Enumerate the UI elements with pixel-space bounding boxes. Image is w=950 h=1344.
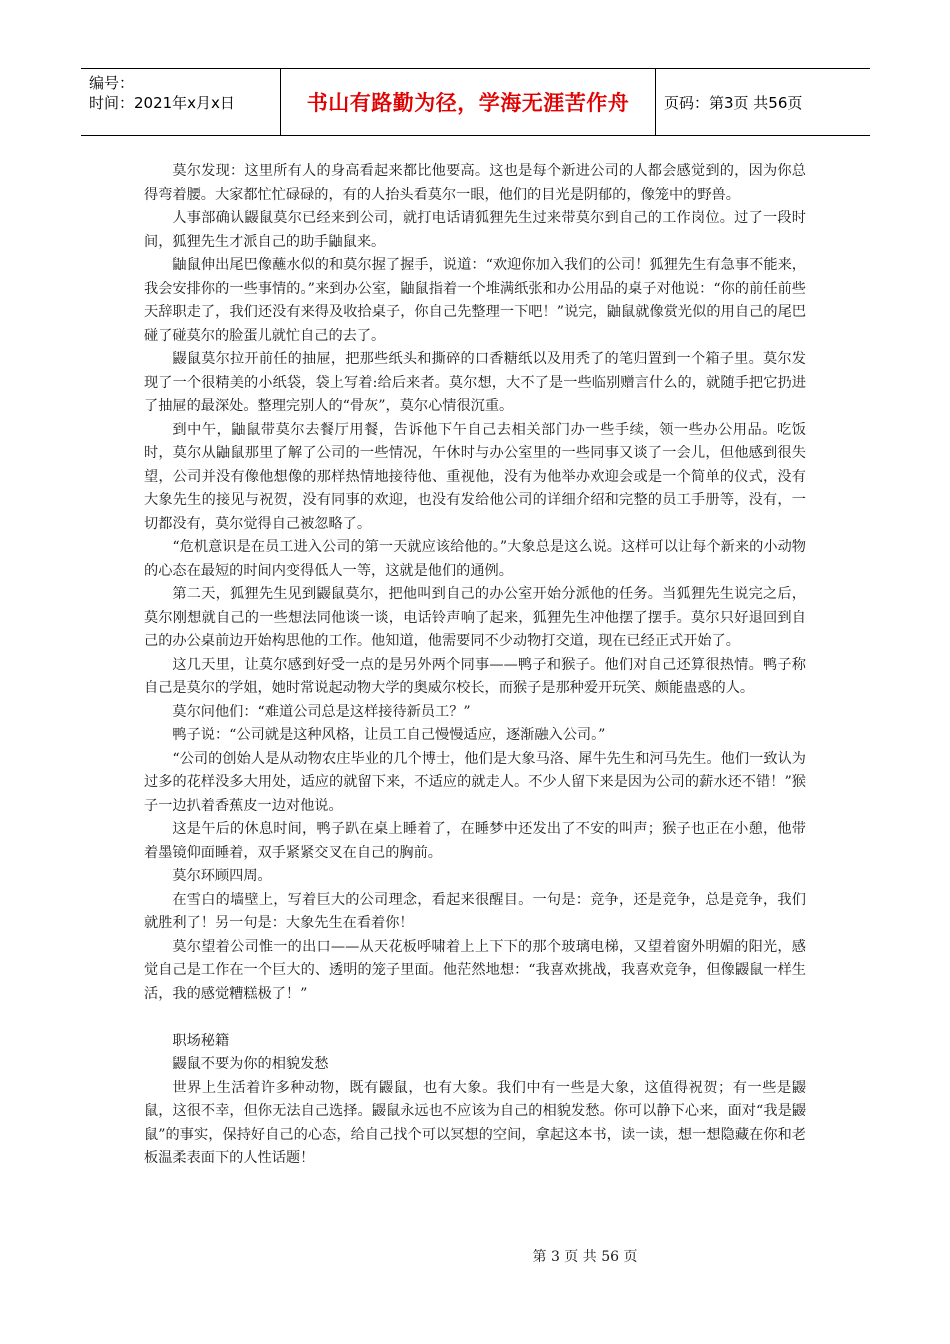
document-body — [144, 160, 806, 1171]
section-gap — [144, 1006, 806, 1030]
page-footer: 第 3 页 共 56 页 — [532, 1249, 638, 1265]
header-motto: 书山有路勤为径，学海无涯苦作舟 — [281, 69, 656, 135]
paragraph: 鼬鼠伸出尾巴像蘸水似的和莫尔握了握手，说道：“欢迎你加入我们的公司！狐狸先生有急事不能来，我会安排你的一些事情的。”来到办公室，鼬鼠指着一个堆满纸张和办公用品的桌子对他说：“你的前任前些天辞职走了，我们还没有来得及收拾桌子，你自己先整理一下吧！”说完，鼬鼠就像赏光似的用自己的尾巴碰了碰莫尔的脸蛋儿就忙自己的去了。 — [144, 257, 806, 344]
paragraph: 第二天，狐狸先生见到鼹鼠莫尔，把他叫到自己的办公室开始分派他的任务。当狐狸先生说完之后，莫尔刚想就自己的一些想法同他谈一谈，电话铃声响了起来，狐狸先生冲他摆了摆手。莫尔只好退回到自己的办公桌前边开始构思他的工作。他知道，他需要同不少动物打交道，现在已经正式开始了。 — [144, 586, 806, 649]
paragraph: 人事部确认鼹鼠莫尔已经来到公司，就打电话请狐狸先生过来带莫尔到自己的工作岗位。过了一段时间，狐狸先生才派自己的助手鼬鼠来。 — [144, 210, 806, 250]
paragraph: 莫尔环顾四周。 — [172, 868, 272, 884]
paragraph: 鸭子说：“公司就是这种风格，让员工自己慢慢适应，逐渐融入公司。” — [172, 727, 606, 743]
section-subheading: 鼹鼠不要为你的相貌发愁 — [172, 1056, 329, 1072]
paragraph: 鼹鼠莫尔拉开前任的抽屉，把那些纸头和撕碎的口香糖纸以及用秃了的笔归置到一个箱子里。莫尔发现了一个很精美的小纸袋，袋上写着:给后来者。莫尔想，大不了是一些临别赠言什么的，就随手把它扔进了抽屉的最深处。整理完别人的“骨灰”，莫尔心情很沉重。 — [144, 351, 806, 414]
header-number-label: 编号： — [89, 74, 135, 92]
paragraph: 在雪白的墙壁上，写着巨大的公司理念，看起来很醒目。一句是：竞争，还是竞争，总是竞争，我们就胜利了！另一句是：大象先生在看着你！ — [144, 891, 806, 931]
section-heading: 职场秘籍 — [172, 1032, 230, 1049]
header-page-info: 页码：第3页 共56页 — [664, 93, 803, 112]
paragraph: “公司的创始人是从动物农庄毕业的几个博士，他们是大象马洛、犀牛先生和河马先生。他们一致认为过多的花样没多大用处，适应的就留下来，不适应的就走人。不少人留下来是因为公司的薪水还不错！”猴子一边扒着香蕉皮一边对他说。 — [144, 750, 806, 814]
section-body: 世界上生活着许多种动物，既有鼹鼠，也有大象。我们中有一些是大象，这值得祝贺；有一些是鼹鼠，这很不幸，但你无法自己选择。鼹鼠永远也不应该为自己的相貌发愁。你可以静下心来，面对“我是鼹鼠”的事实，保持好自己的心态，给自己找个可以冥想的空间，拿起这本书，读一读，想一想隐藏在你和老板温柔表面下的人性话题！ — [144, 1079, 806, 1166]
header-info-cell — [81, 69, 281, 135]
paragraph: 莫尔发现：这里所有人的身高看起来都比他要高。这也是每个新进公司的人都会感觉到的，因为你总得弯着腰。大家都忙忙碌碌的，有的人抬头看莫尔一眼，他们的目光是阴郁的，像笼中的野兽。 — [144, 163, 806, 203]
paragraph: 莫尔问他们：“难道公司总是这样接待新员工？” — [172, 703, 471, 720]
page-header — [81, 68, 870, 136]
header-date: 时间：2021年x月x日 — [89, 94, 235, 112]
paragraph: “危机意识是在员工进入公司的第一天就应该给他的。”大象总是这么说。这样可以让每个新来的小动物的心态在最短的时间内变得低人一等，这就是他们的通例。 — [144, 539, 806, 579]
paragraph: 这是午后的休息时间，鸭子趴在桌上睡着了，在睡梦中还发出了不安的叫声；猴子也正在小憩，他带着墨镜仰面睡着，双手紧紧交叉在自己的胸前。 — [144, 821, 806, 861]
paragraph: 到中午，鼬鼠带莫尔去餐厅用餐，告诉他下午自己去相关部门办一些手续，领一些办公用品。吃饭时，莫尔从鼬鼠那里了解了公司的一些情况，午休时与办公室里的一些同事又谈了一会儿，但他感到很失望，公司并没有像他想像的那样热情地接待他、重视他，没有为他举办欢迎会或是一个简单的仪式，没有大象先生的接见与祝贺，没有同事的欢迎，也没有发给他公司的详细介绍和完整的员工手册等，没有，一切都没有，莫尔觉得自己被忽略了。 — [144, 421, 806, 532]
paragraph: 这几天里，让莫尔感到好受一点的是另外两个同事——鸭子和猴子。他们对自己还算很热情。鸭子称自己是莫尔的学姐，她时常说起动物大学的奥威尔校长，而猴子是那种爱开玩笑、颇能蛊惑的人。 — [144, 656, 806, 696]
paragraph: 莫尔望着公司惟一的出口——从天花板呼啸着上上下下的那个玻璃电梯，又望着窗外明媚的阳光，感觉自己是工作在一个巨大的、透明的笼子里面。他茫然地想：“我喜欢挑战，我喜欢竞争，但像鼹鼠一样生活，我的感觉糟糕极了！” — [144, 938, 806, 1002]
